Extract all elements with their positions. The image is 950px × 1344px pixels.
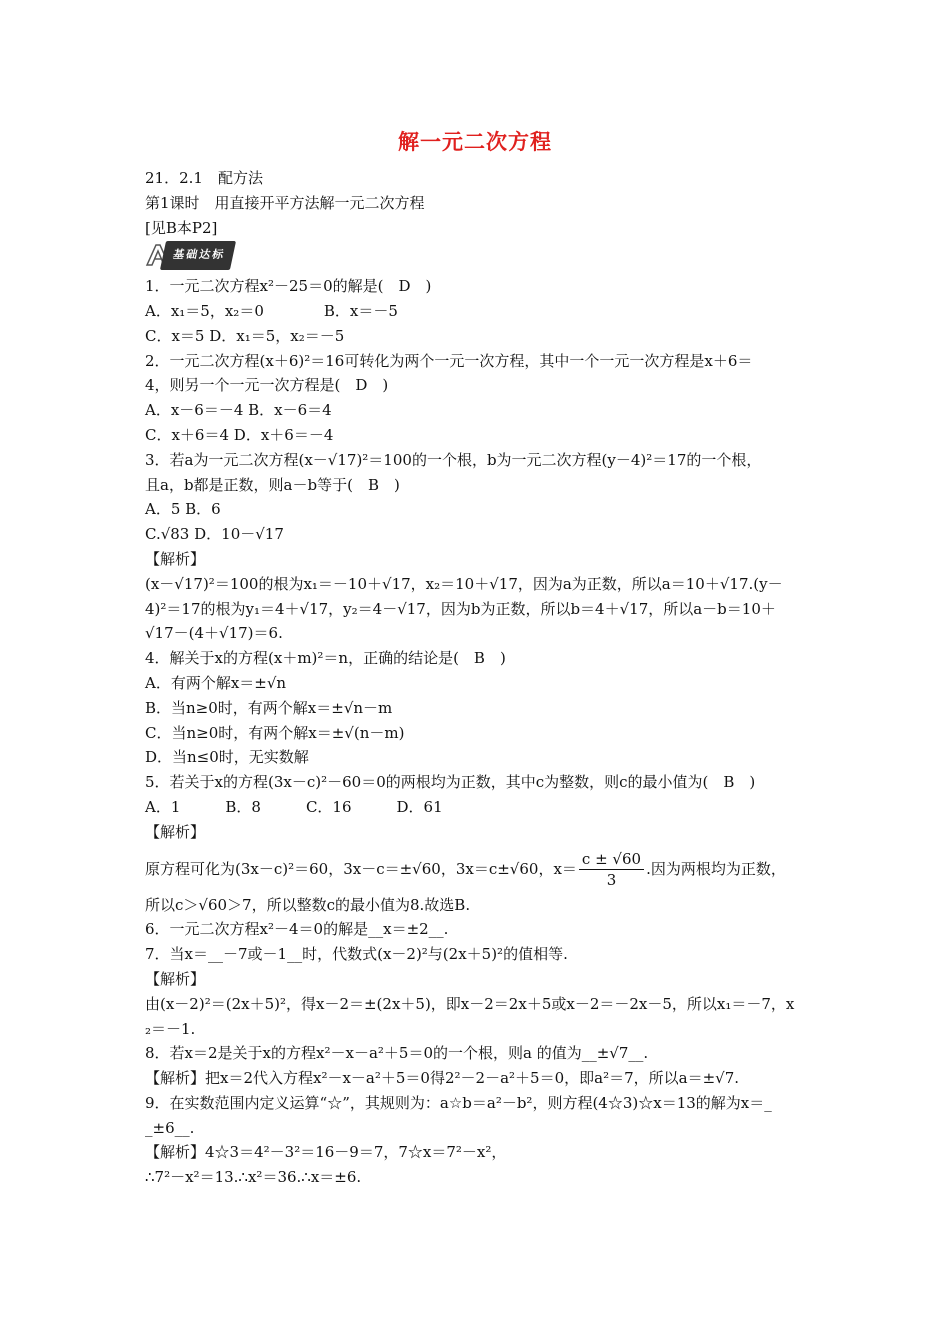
text-line: 所以c＞√60＞7，所以整数c的最小值为8.故选B. (145, 895, 471, 914)
fraction-line (145, 845, 810, 893)
text-line: 6．一元二次方程x²－4＝0的解是__x＝±2__. (145, 920, 449, 939)
document-body (145, 166, 810, 1190)
lesson-heading: 第1课时 用直接开平方法解一元二次方程 (145, 193, 425, 212)
text-line: 3．若a为一元二次方程(x－√17)²＝100的一个根，b为一元二次方程(y－4)²＝17的一个根， (145, 450, 762, 469)
text-line: 由(x－2)²＝(2x＋5)²，得x－2＝±(2x＋5)，即x－2＝2x＋5或x－2＝－2x－5，所以x₁＝－7，x (145, 994, 795, 1013)
text-line: _±6__. (145, 1118, 195, 1137)
text-line: D．当n≤0时，无实数解 (145, 748, 309, 767)
text-line: 4．解关于x的方程(x＋m)²＝n，正确的结论是( B ) (145, 649, 506, 668)
fraction-before: 原方程可化为(3x－c)²＝60，3x－c＝±√60，3x＝c±√60，x＝ (145, 859, 577, 878)
text-line: C．x＋6＝4 D．x＋6＝－4 (145, 425, 334, 444)
text-line: 4，则另一个一元一次方程是( D ) (145, 376, 389, 395)
text-line: 4)²＝17的根为y₁＝4＋√17，y₂＝4－√17，因为b为正数，所以b＝4＋√17，所以a－b＝10＋ (145, 599, 776, 618)
text-line: C．当n≥0时，有两个解x＝±√(n－m) (145, 723, 405, 742)
text-line: 【解析】 (145, 549, 206, 568)
text-line: A．x₁＝5，x₂＝0 B．x＝－5 (145, 301, 398, 320)
text-line: 2．一元二次方程(x＋6)²＝16可转化为两个一元一次方程，其中一个一元一次方程是x＋6＝ (145, 351, 753, 370)
text-line: 9．在实数范围内定义运算“☆”，其规则为：a☆b＝a²－b²，则方程(4☆3)☆x＝13的解为x＝_ (145, 1093, 772, 1112)
text-line: 【解析】把x＝2代入方程x²－x－a²＋5＝0得2²－2－a²＋5＝0，即a²＝7，所以a＝±√7. (145, 1069, 740, 1088)
text-line: ∴7²－x²＝13.∴x²＝36.∴x＝±6. (145, 1168, 362, 1187)
text-line: A．x－6＝－4 B．x－6＝4 (145, 401, 332, 420)
fraction (579, 849, 644, 890)
text-line: 5．若关于x的方程(3x－c)²－60＝0的两根均为正数，其中c为整数，则c的最小值为( B ) (145, 773, 756, 792)
reference-note: [见B本P2] (145, 218, 218, 237)
fraction-after: .因为两根均为正数， (646, 859, 786, 878)
text-line: 【解析】 (145, 822, 206, 841)
exercise-lines (145, 274, 810, 844)
text-line: 1．一元二次方程x²－25＝0的解是( D ) (145, 277, 432, 296)
text-line: 【解析】 (145, 969, 206, 988)
fraction-denominator: 3 (606, 871, 617, 890)
text-line: C．x＝5 D．x₁＝5，x₂＝－5 (145, 326, 345, 345)
text-line: A．有两个解x＝±√n (145, 673, 287, 692)
text-line: 且a，b都是正数，则a－b等于( B ) (145, 475, 400, 494)
text-line: ₂＝－1. (145, 1019, 196, 1038)
text-line: C.√83 D．10－√17 (145, 525, 284, 544)
exercise-lines-continued (145, 893, 810, 1191)
text-line: B．当n≥0时，有两个解x＝±√n－m (145, 698, 393, 717)
basic-level-badge (145, 242, 233, 268)
page-title: 解一元二次方程 (398, 130, 552, 154)
text-line: √17－(4＋√17)＝6. (145, 624, 283, 643)
text-line: A．5 B．6 (145, 500, 221, 519)
text-line: A．1 B．8 C．16 D．61 (145, 797, 443, 816)
section-heading: 21．2.1 配方法 (145, 169, 263, 187)
text-line: 8．若x＝2是关于x的方程x²－x－a²＋5＝0的一个根，则a 的值为__±√7__. (145, 1044, 649, 1063)
text-line: (x－√17)²＝100的根为x₁＝－10＋√17，x₂＝10＋√17，因为a为正数，所以a＝10＋√17.(y－ (145, 574, 783, 593)
text-line: 【解析】4☆3＝4²－3²＝16－9＝7，7☆x＝7²－x²， (145, 1143, 507, 1162)
fraction-numerator: c ± √60 (579, 849, 644, 870)
badge-label: 基础达标 (160, 241, 236, 270)
text-line: 7．当x＝__－7或－1__时，代数式(x－2)²与(2x＋5)²的值相等. (145, 945, 568, 964)
